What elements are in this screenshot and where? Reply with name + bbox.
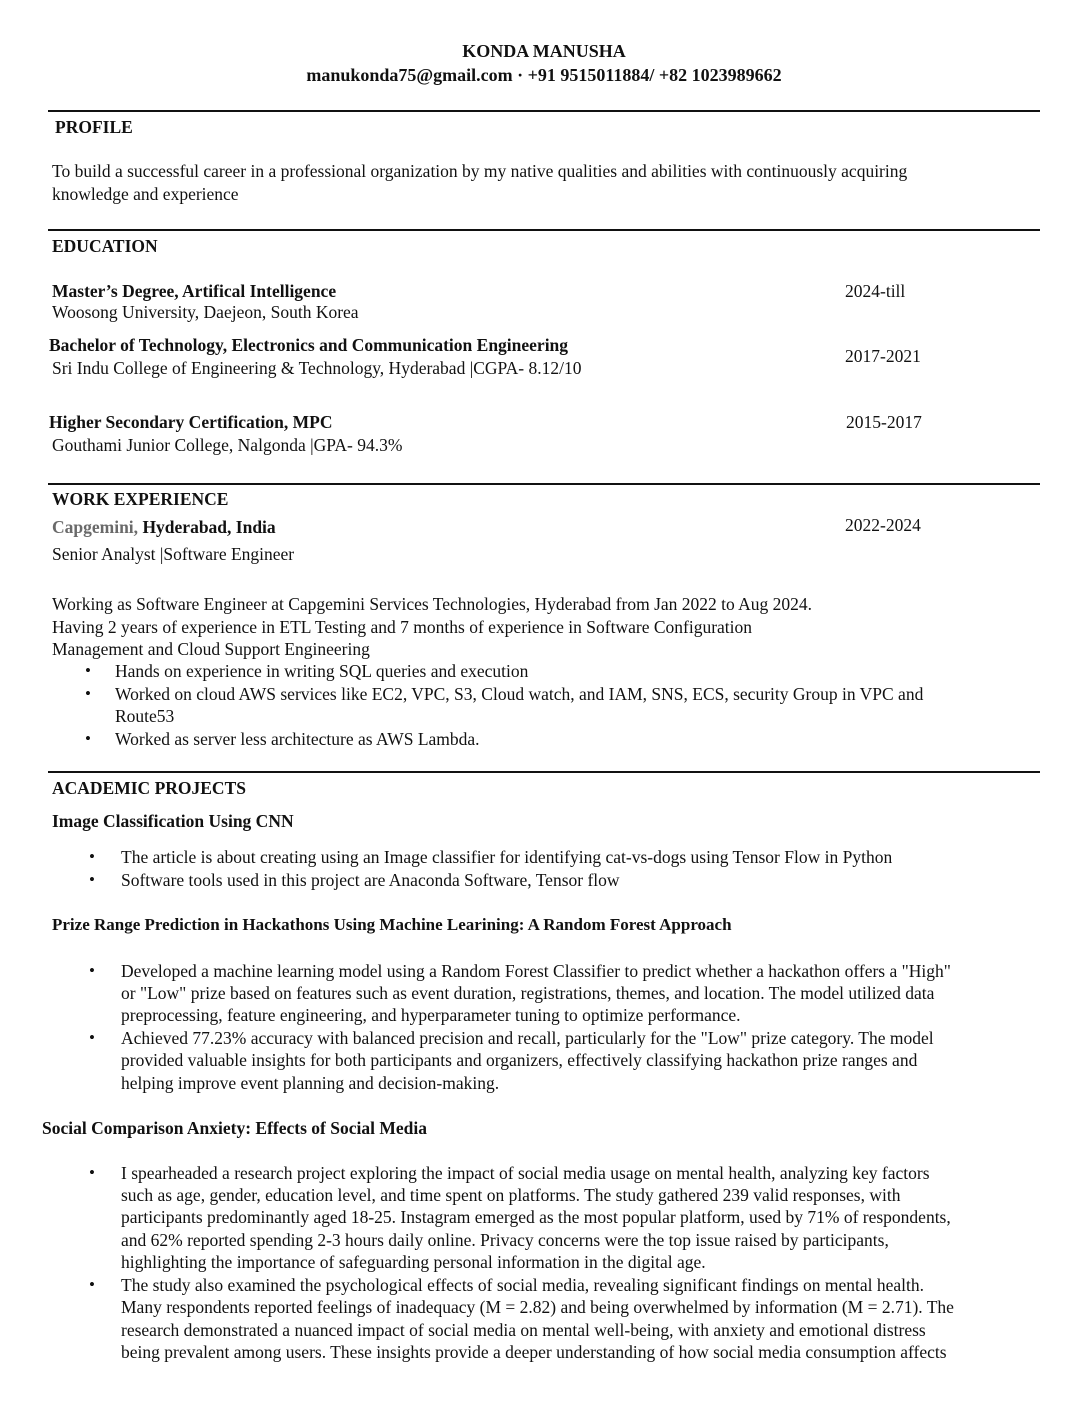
bullet-icon: • — [85, 684, 91, 703]
divider — [48, 229, 1040, 231]
work-bullet-continued: Route53 — [115, 706, 175, 726]
bullet-icon: • — [85, 661, 91, 680]
project-bullet-continued: such as age, gender, education level, and time spent on platforms. The study gathered 239 valid responses, with — [121, 1185, 901, 1205]
project-bullet: Achieved 77.23% accuracy with balanced precision and recall, particularly for the "Low" prize category. The model — [121, 1028, 934, 1048]
project-bullet-continued: provided valuable insights for both participants and organizers, effectively classifying hackathon prize ranges and — [121, 1050, 918, 1070]
project-bullet: I spearheaded a research project exploring the impact of social media usage on mental health, analyzing key factors — [121, 1163, 930, 1183]
project-bullet-continued: and 62% reported spending 2-3 hours daily online. Privacy concerns were the top issue raised by participants, — [121, 1230, 889, 1250]
project-title: Image Classification Using CNN — [52, 811, 294, 831]
project-bullet-continued: helping improve event planning and decision-making. — [121, 1073, 500, 1093]
company-location: Hyderabad, India — [138, 517, 276, 537]
divider — [48, 771, 1040, 773]
divider — [48, 110, 1040, 112]
divider — [48, 483, 1040, 485]
project-bullet: The study also examined the psychological effects of social media, revealing significant findings on mental health. — [121, 1275, 924, 1295]
company-name: Capgemini, — [52, 517, 139, 537]
project-bullet: Software tools used in this project are Anaconda Software, Tensor flow — [121, 870, 620, 890]
work-summary-line: Working as Software Engineer at Capgemini Services Technologies, Hyderabad from Jan 2022 to Aug 2024. — [52, 594, 813, 614]
education-years: 2017-2021 — [845, 346, 921, 366]
profile-line: To build a successful career in a professional organization by my native qualities and abilities with continuously acquiring — [52, 161, 908, 181]
work-employer — [52, 516, 276, 538]
section-heading-work: WORK EXPERIENCE — [52, 489, 229, 509]
project-bullet-continued: preprocessing, feature engineering, and hyperparameter tuning to optimize performance. — [121, 1005, 741, 1025]
work-summary-line: Having 2 years of experience in ETL Testing and 7 months of experience in Software Configuration — [52, 617, 753, 637]
education-detail: Woosong University, Daejeon, South Korea — [52, 302, 359, 322]
education-years: 2015-2017 — [846, 412, 922, 432]
project-bullet-continued: being prevalent among users. These insights provide a deeper understanding of how social media consumption affects — [121, 1342, 947, 1362]
education-detail: Gouthami Junior College, Nalgonda |GPA- 94.3% — [52, 435, 403, 455]
education-title: Bachelor of Technology, Electronics and Communication Engineering — [49, 335, 569, 355]
work-role: Senior Analyst |Software Engineer — [52, 544, 295, 564]
bullet-icon: • — [89, 1275, 95, 1294]
bullet-icon: • — [85, 729, 91, 748]
work-bullet: Hands on experience in writing SQL queries and execution — [115, 661, 529, 681]
work-bullet: Worked as server less architecture as AWS Lambda. — [115, 729, 480, 749]
resume-name: KONDA MANUSHA — [462, 41, 626, 61]
bullet-icon: • — [89, 1028, 95, 1047]
bullet-icon: • — [89, 1163, 95, 1182]
bullet-icon: • — [89, 847, 95, 866]
work-years: 2022-2024 — [845, 515, 921, 535]
project-bullet-continued: Many respondents reported feelings of inadequacy (M = 2.82) and being overwhelmed by information (M = 2.71). The — [121, 1297, 954, 1317]
work-bullet: Worked on cloud AWS services like EC2, VPC, S3, Cloud watch, and IAM, SNS, ECS, security Group in VPC and — [115, 684, 924, 704]
project-bullet-continued: research demonstrated a nuanced impact of social media on mental well-being, with anxiety and emotional distress — [121, 1320, 926, 1340]
section-heading-education: EDUCATION — [52, 236, 158, 256]
project-bullet: The article is about creating using an Image classifier for identifying cat-vs-dogs using Tensor Flow in Python — [121, 847, 893, 867]
project-bullet-continued: highlighting the importance of safeguarding personal information in the digital age. — [121, 1252, 706, 1272]
bullet-icon: • — [89, 870, 95, 889]
project-bullet: Developed a machine learning model using a Random Forest Classifier to predict whether a hackathon offers a "High" — [121, 961, 951, 981]
education-title: Higher Secondary Certification, MPC — [49, 412, 333, 432]
education-detail: Sri Indu College of Engineering & Technology, Hyderabad |CGPA- 8.12/10 — [52, 358, 582, 378]
education-years: 2024-till — [845, 281, 906, 301]
bullet-icon: • — [89, 961, 95, 980]
project-bullet-continued: participants predominantly aged 18-25. Instagram emerged as the most popular platform, used by 71% of respondents, — [121, 1207, 951, 1227]
project-title: Social Comparison Anxiety: Effects of Social Media — [42, 1118, 427, 1138]
profile-line: knowledge and experience — [52, 184, 239, 204]
education-title: Master’s Degree, Artifical Intelligence — [52, 281, 337, 301]
contact-line: manukonda75@gmail.com · +91 9515011884/ +82 1023989662 — [306, 65, 782, 85]
work-summary-line: Management and Cloud Support Engineering — [52, 639, 370, 659]
project-title: Prize Range Prediction in Hackathons Using Machine Learining: A Random Forest Approach — [52, 915, 732, 934]
section-heading-profile: PROFILE — [55, 117, 133, 137]
project-bullet-continued: or "Low" prize based on features such as event duration, registrations, themes, and location. The model utilized data — [121, 983, 935, 1003]
section-heading-projects: ACADEMIC PROJECTS — [52, 778, 246, 798]
